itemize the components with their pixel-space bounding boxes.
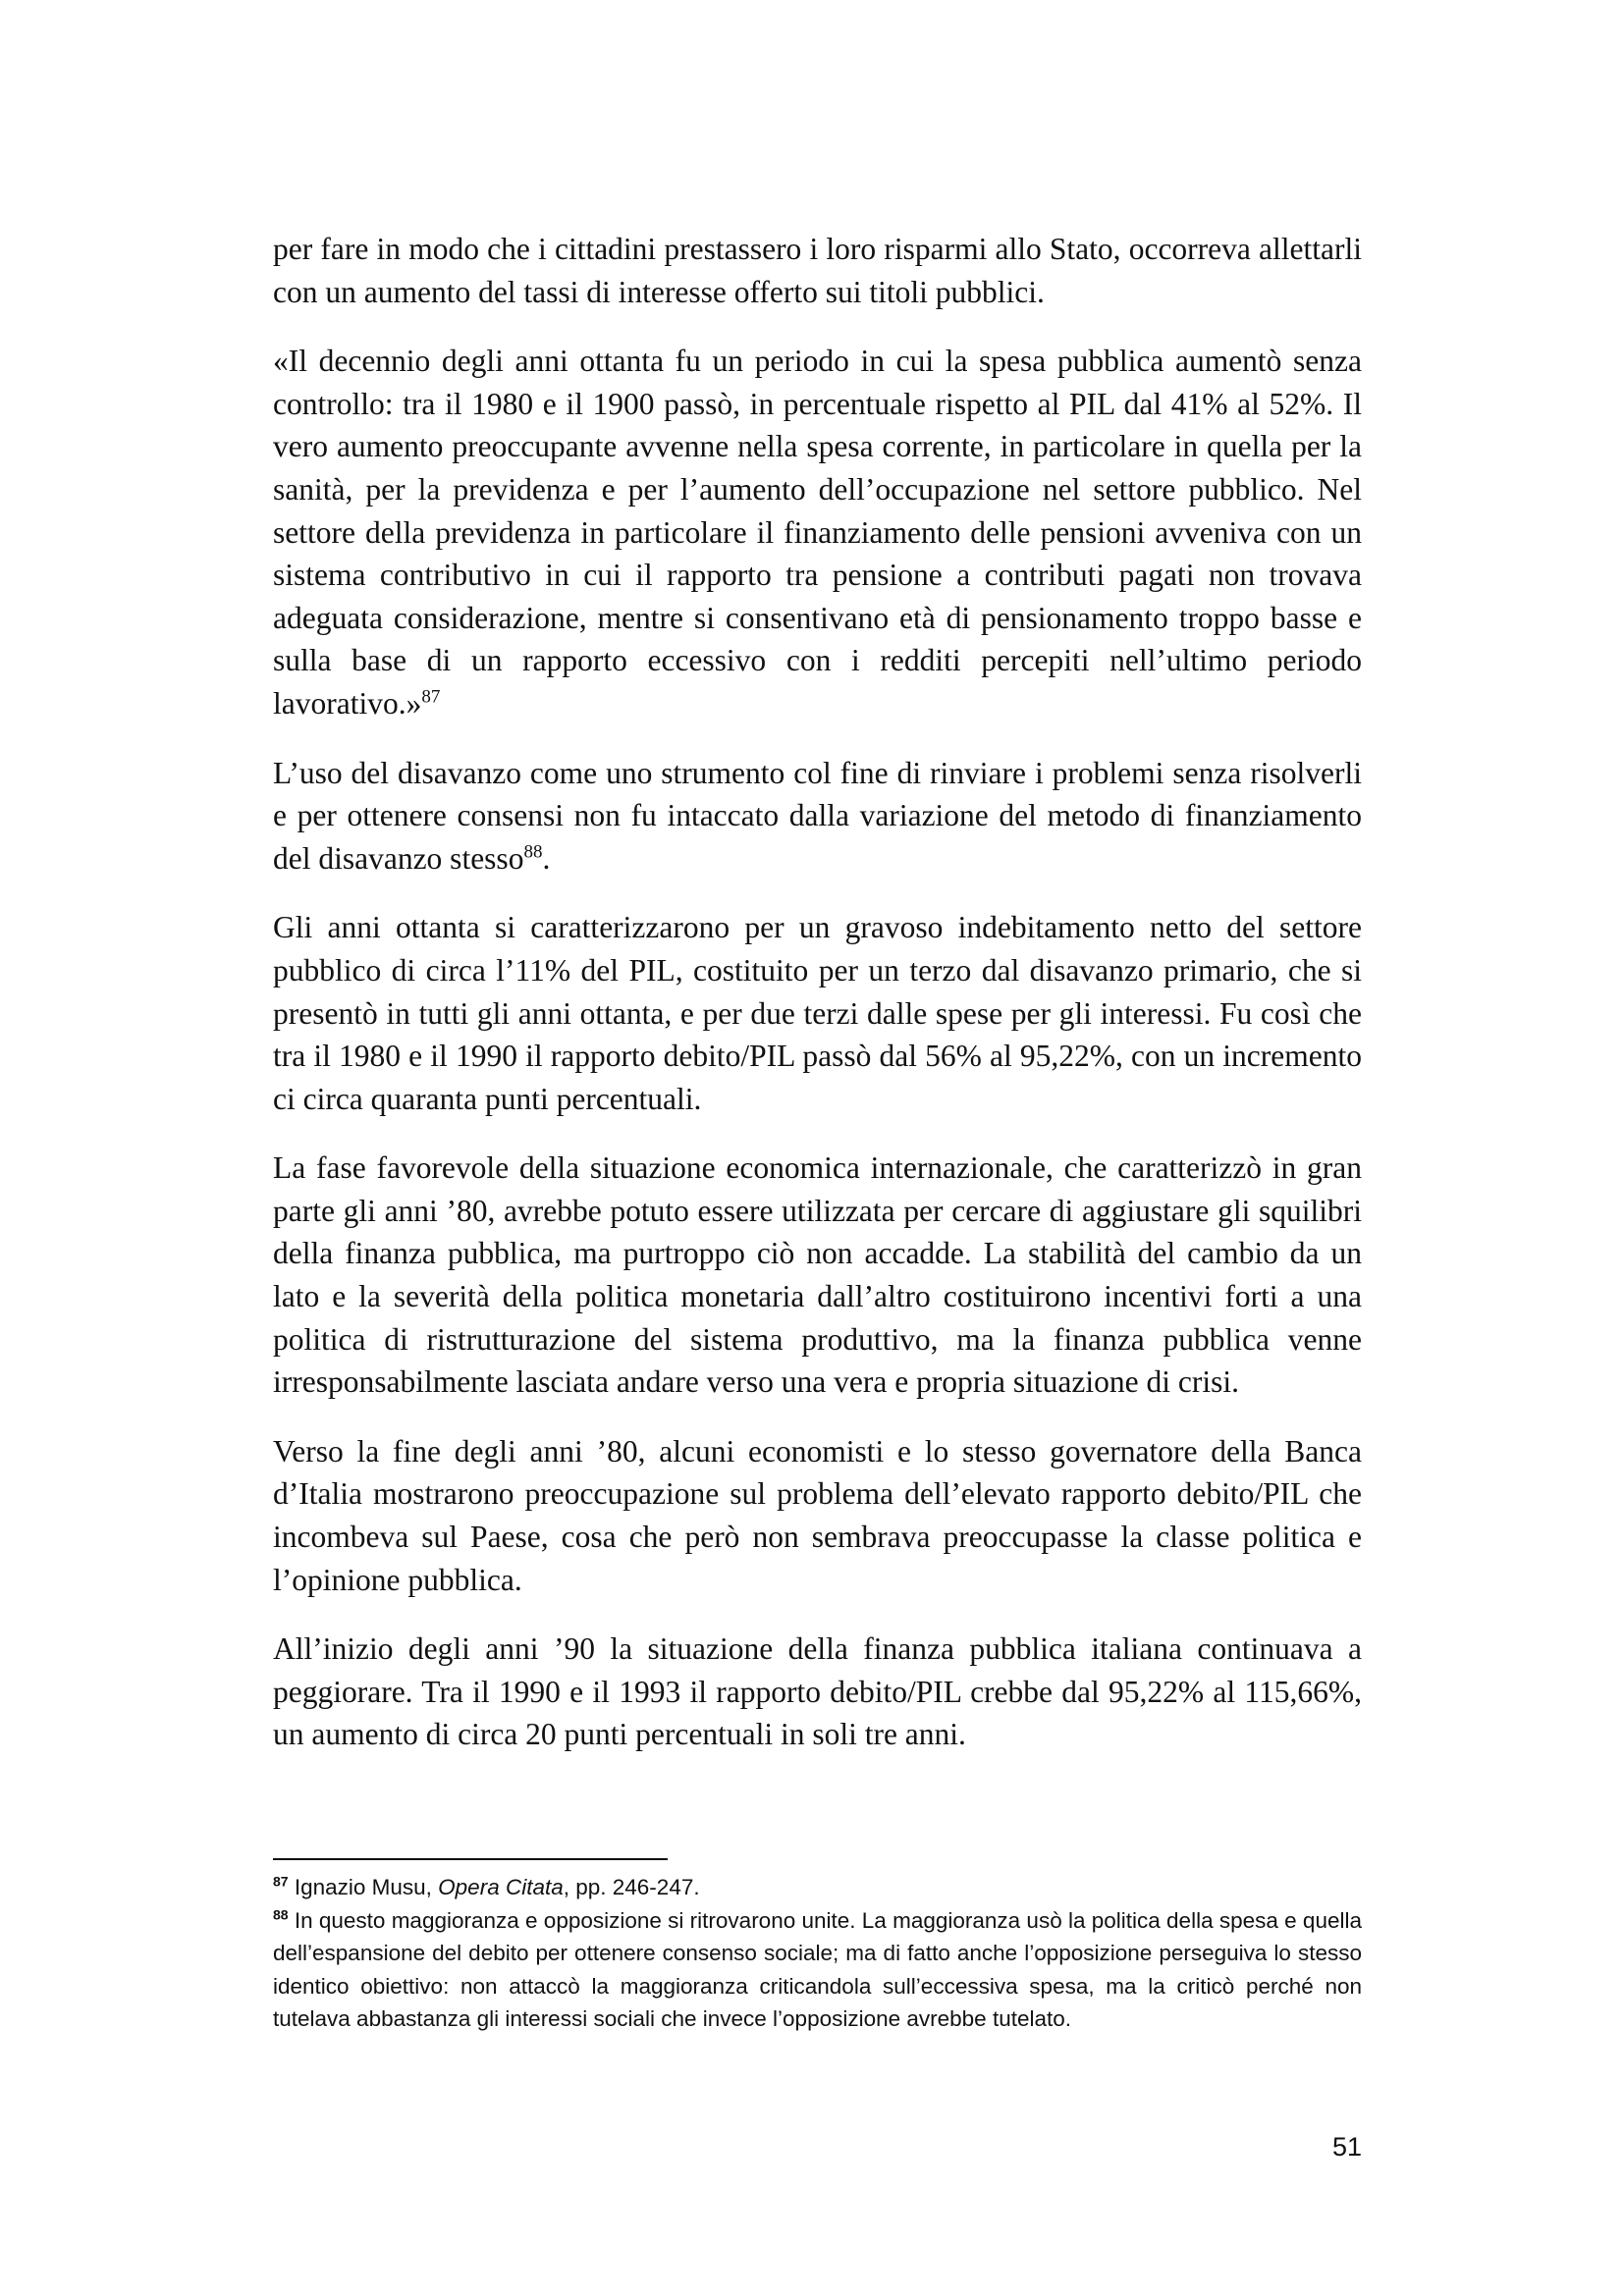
paragraph-6: Verso la fine degli anni ’80, alcuni economisti e lo stesso governatore della Banca d’Italia mostrarono preoccupazione sul problema dell’elevato rapporto debito/PIL che incombeva sul Paese, cosa che però non sembrava preoccupasse la classe politica e l’opinione pubblica. [273,1433,1362,1597]
quote-text: «Il decennio degli anni ottanta fu un periodo in cui la spesa pubblica aumentò senza controllo: tra il 1980 e il 1900 passò, in percentuale rispetto al PIL dal 41% al 52%. Il vero aumento preoccupante avvenne nella spesa corrente, in particolare in quella per la sanità, per la previdenza e per l’aumento dell’occupazione nel settore pubblico. Nel settore della previdenza in particolare il finanziamento delle pensioni avveniva con un sistema contributivo in cui il rapporto tra pensione a contributi pagati non trovava adeguata considerazione, mentre si consentivano età di pensionamento troppo basse e sulla base di un rapporto eccessivo con i redditi percepiti nell’ultimo periodo lavorativo.» [273,344,1362,721]
paragraph-3-end: . [542,840,551,876]
paragraph-7: All’inizio degli anni ’90 la situazione della finanza pubblica italiana continuava a peggiorare. Tra il 1990 e il 1993 il rapporto debito/PIL crebbe dal 95,22% al 115,66%, un aumento di circa 20 punti percentuali in soli tre anni. [273,1631,1362,1752]
paragraph-4: Gli anni ottanta si caratterizzarono per un gravoso indebitamento netto del settore pubblico di circa l’11% del PIL, costituito per un terzo dal disavanzo primario, che si presentò in tutti gli anni ottanta, e per due terzi dalle spese per gli interessi. Fu così che tra il 1980 e il 1990 il rapporto debito/PIL passò dal 56% al 95,22%, con un incremento ci circa quaranta punti percentuali. [273,910,1362,1116]
footnote-88 [273,1904,1362,2036]
footnote-87-author: Ignazio Musu, [294,1875,439,1899]
footnote-separator [273,1858,668,1860]
paragraph-2-quote [273,340,1362,724]
footnote-88-text: In questo maggioranza e opposizione si ritrovarono unite. La maggioranza usò la politica della spesa e quella dell’espansione del debito per ottenere consenso sociale; ma di fatto anche l’opposizione perseguiva lo stesso identico obiettivo: non attaccò la maggioranza criticandola sull’eccessiva spesa, ma la criticò perché non tutelava abbastanza gli interessi sociali che invece l’opposizione avrebbe tutelato. [273,1907,1362,2031]
page-number: 51 [1331,2132,1362,2162]
body-text [273,228,1362,1783]
footnote-87-title: Opera Citata [438,1875,564,1899]
paragraph-3 [273,752,1362,881]
paragraph-3-text: L’uso del disavanzo come uno strumento col fine di rinviare i problemi senza risolverli e per ottenere consensi non fu intaccato dalla variazione del metodo di finanziamento del disavanzo stesso [273,755,1362,876]
footnote-87-pages: , pp. 246-247. [563,1875,700,1899]
footnote-ref-87[interactable]: 87 [421,686,441,708]
footnote-ref-88[interactable]: 88 [523,841,543,863]
footnote-number-88: 88 [273,1906,289,1922]
footnote-87 [273,1871,1362,1904]
footnote-number-87: 87 [273,1873,289,1890]
footnotes [273,1871,1362,2036]
paragraph-5: La fase favorevole della situazione economica internazionale, che caratterizzò in gran parte gli anni ’80, avrebbe potuto essere utilizzata per cercare di aggiustare gli squilibri della finanza pubblica, ma purtroppo ciò non accadde. La stabilità del cambio da un lato e la severità della politica monetaria dall’altro costituirono incentivi forti a una politica di ristrutturazione del sistema produttivo, ma la finanza pubblica venne irresponsabilmente lasciata andare verso una vera e propria situazione di crisi. [273,1150,1362,1400]
paragraph-1: per fare in modo che i cittadini prestassero i loro risparmi allo Stato, occorreva allettarli con un aumento del tassi di interesse offerto sui titoli pubblici. [273,232,1362,309]
